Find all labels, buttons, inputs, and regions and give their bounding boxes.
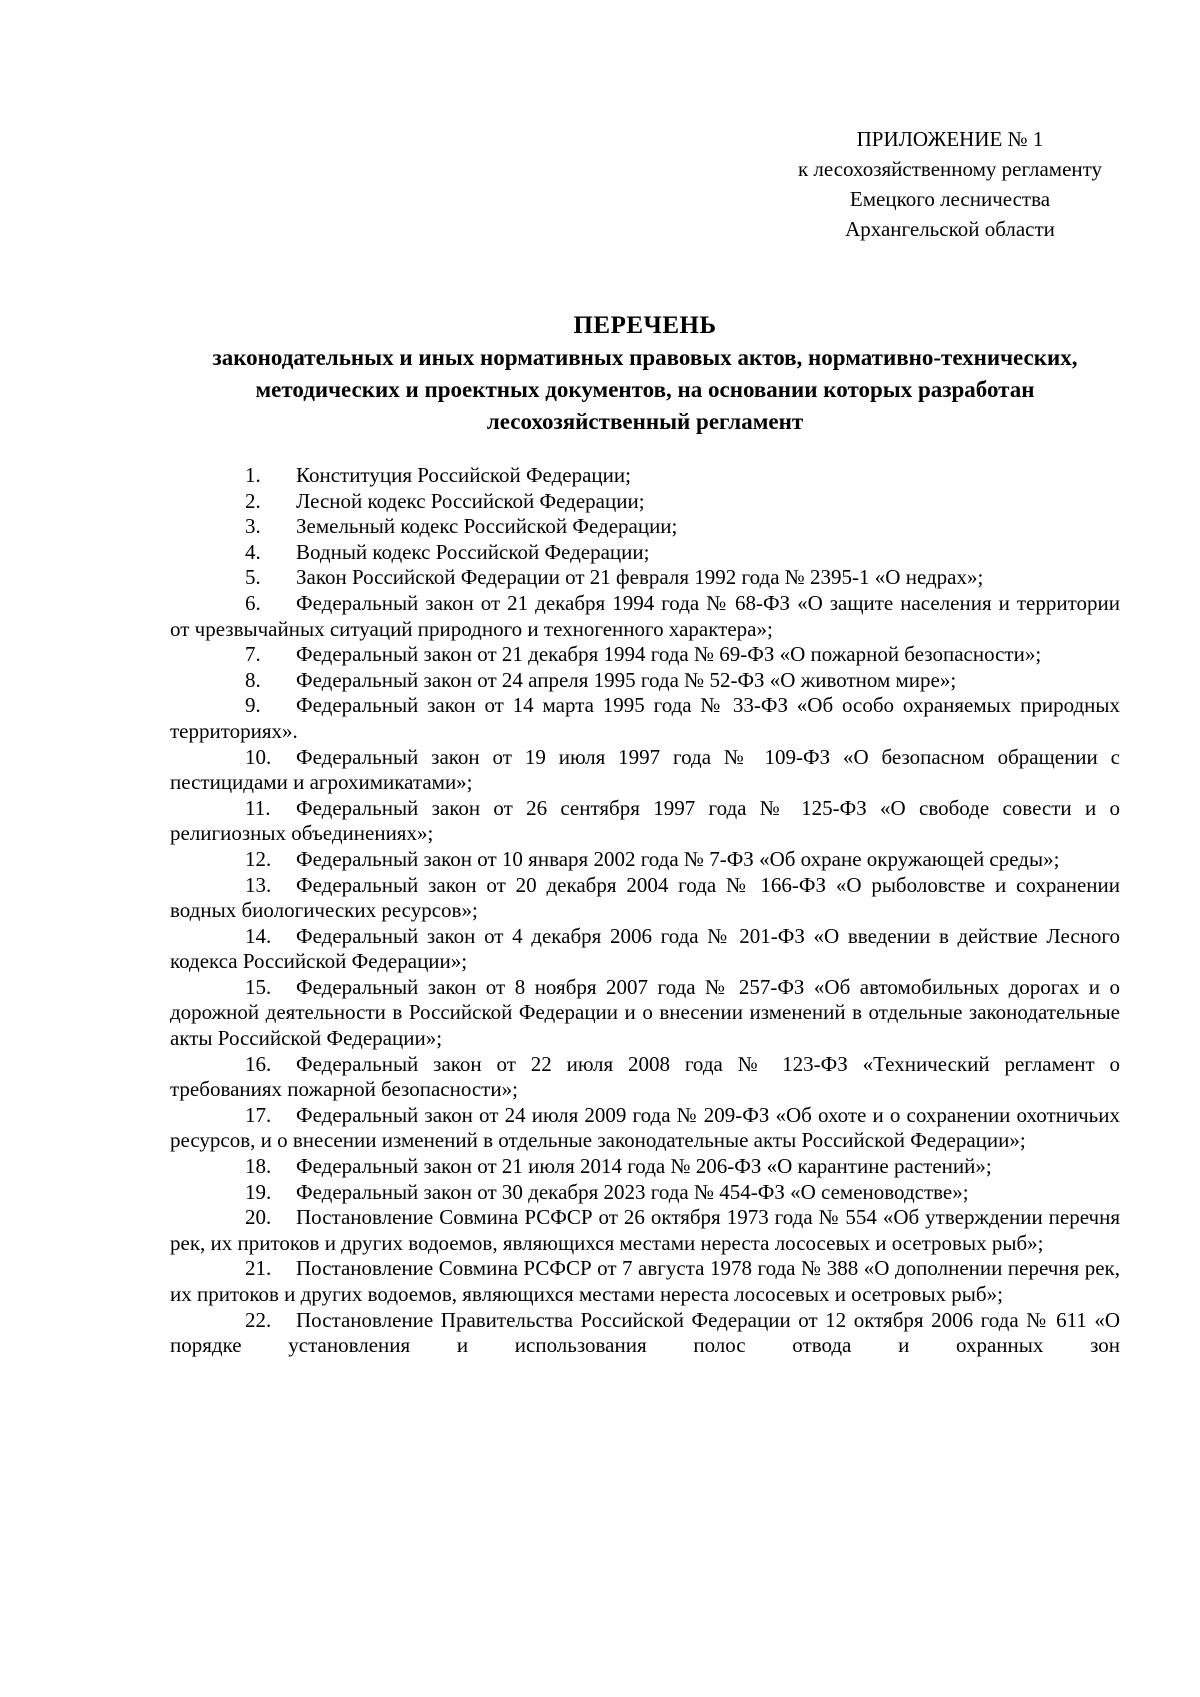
item-number: 20. xyxy=(245,1205,272,1230)
item-text: Федеральный закон от 24 июля 2009 года № 209-ФЗ «Об охоте и о сохранении охотничьих ресурсов, и о внесении изменений в отдельные законодательные акты Российской Федерации»; xyxy=(170,1102,1120,1153)
list-item xyxy=(170,975,1120,1052)
item-text: Федеральный закон от 24 апреля 1995 года № 52-ФЗ «О животном мире»; xyxy=(296,667,957,692)
list-item xyxy=(170,796,1120,847)
item-number: 2. xyxy=(245,488,261,513)
list-item xyxy=(170,1154,1120,1180)
item-text: Федеральный закон от 21 июля 2014 года № 206-ФЗ «О карантине растений»; xyxy=(296,1154,992,1179)
page-title: ПЕРЕЧЕНЬ xyxy=(573,312,717,339)
list-item xyxy=(170,847,1120,873)
item-number: 6. xyxy=(245,590,261,615)
appendix-number: ПРИЛОЖЕНИЕ № 1 xyxy=(856,127,1044,151)
item-text: Федеральный закон от 19 июля 1997 года № 109-ФЗ «О безопасном обращении с пестицидами и агрохимикатами»; xyxy=(170,744,1120,795)
item-number: 1. xyxy=(245,463,261,487)
item-number: 11. xyxy=(245,795,271,820)
list-item xyxy=(170,1205,1120,1256)
item-text: Постановление Совмина РСФСР от 7 августа 1978 года № 388 «О дополнении перечня рек, их притоков и других водоемов, являющихся местами нереста лососевых и осетровых рыб»; xyxy=(170,1256,1120,1306)
appendix-forestry: Емецкого лесничества xyxy=(849,187,1051,211)
item-number: 9. xyxy=(245,693,261,718)
item-text: Федеральный закон от 22 июля 2008 года № 123-ФЗ «Технический регламент о требованиях пожарной безопасности»; xyxy=(170,1051,1120,1102)
item-number: 19. xyxy=(245,1179,272,1204)
item-text: Федеральный закон от 14 марта 1995 года № 33-ФЗ «Об особо охраняемых природных территориях». xyxy=(170,693,1120,743)
list-item xyxy=(170,1052,1120,1103)
item-number: 21. xyxy=(245,1256,272,1281)
item-number: 22. xyxy=(245,1307,272,1332)
list-item xyxy=(170,1180,1120,1206)
item-number: 5. xyxy=(245,565,261,590)
appendix-header xyxy=(740,124,1160,244)
item-number: 3. xyxy=(245,514,261,539)
list-item xyxy=(170,489,1120,515)
document-title xyxy=(160,310,1130,438)
appendix-reference: к лесохозяйственному регламенту xyxy=(797,157,1103,181)
item-number: 12. xyxy=(245,846,272,871)
item-text: Федеральный закон от 30 декабря 2023 года № 454-ФЗ «О семеноводстве»; xyxy=(296,1179,969,1204)
list-item xyxy=(170,514,1120,540)
item-number: 16. xyxy=(245,1051,272,1076)
list-item xyxy=(170,463,1120,489)
list-item xyxy=(170,565,1120,591)
item-number: 7. xyxy=(245,642,261,667)
item-number: 18. xyxy=(245,1154,272,1179)
list-item xyxy=(170,668,1120,694)
item-text: Федеральный закон от 20 декабря 2004 года № 166-ФЗ «О рыболовстве и сохранении водных биологических ресурсов»; xyxy=(170,872,1120,923)
list-item xyxy=(170,693,1120,744)
item-text: Федеральный закон от 21 декабря 1994 года № 69-ФЗ «О пожарной безопасности»; xyxy=(296,642,1042,667)
list-item xyxy=(170,745,1120,796)
item-text: Водный кодекс Российской Федерации; xyxy=(296,539,650,564)
item-number: 15. xyxy=(245,974,272,999)
item-number: 4. xyxy=(245,539,261,564)
item-text: Федеральный закон от 21 декабря 1994 года № 68-ФЗ «О защите населения и территории от чрезвычайных ситуаций природного и техногенного характера»; xyxy=(170,590,1120,641)
list-item xyxy=(170,642,1120,668)
item-text: Земельный кодекс Российской Федерации; xyxy=(296,514,678,539)
list-item xyxy=(170,873,1120,924)
item-text: Лесной кодекс Российской Федерации; xyxy=(296,488,645,513)
item-number: 17. xyxy=(245,1102,272,1127)
acts-list xyxy=(170,463,1120,1359)
list-item xyxy=(170,924,1120,975)
list-item xyxy=(170,1308,1120,1359)
list-item xyxy=(170,540,1120,566)
item-text: Постановление Совмина РСФСР от 26 октября 1973 года № 554 «Об утверждении перечня рек, их притоков и других водоемов, являющихся местами нереста лососевых и осетровых рыб»; xyxy=(170,1205,1120,1255)
appendix-region: Архангельской области xyxy=(845,217,1055,241)
item-text: Федеральный закон от 8 ноября 2007 года № 257-ФЗ «Об автомобильных дорогах и о дорожной деятельности в Российской Федерации и о внесении изменений в отдельные законодательные акты Российской Федерации»; xyxy=(170,974,1120,1051)
item-number: 8. xyxy=(245,667,261,692)
item-number: 13. xyxy=(245,872,272,897)
item-number: 14. xyxy=(245,923,272,948)
item-text: Конституция Российской Федерации; xyxy=(296,463,631,487)
list-item xyxy=(170,1256,1120,1307)
item-text: Федеральный закон от 4 декабря 2006 года № 201-ФЗ «О введении в действие Лесного кодекса Российской Федерации»; xyxy=(170,923,1120,974)
page-subtitle: законодательных и иных нормативных правовых актов, нормативно-технических, методических и проектных документов, на основании которых разработан лесохозяйственный регламент xyxy=(212,345,1078,434)
list-item xyxy=(170,591,1120,642)
item-text: Закон Российской Федерации от 21 февраля 1992 года № 2395-1 «О недрах»; xyxy=(296,565,984,590)
item-text: Федеральный закон от 10 января 2002 года № 7-ФЗ «Об охране окружающей среды»; xyxy=(296,846,1060,871)
item-text: Федеральный закон от 26 сентября 1997 года № 125-ФЗ «О свободе совести и о религиозных объединениях»; xyxy=(170,795,1120,846)
item-number: 10. xyxy=(245,744,272,769)
item-text: Постановление Правительства Российской Федерации от 12 октября 2006 года № 611 «О порядке установления и использования полос отвода и охранных зон xyxy=(170,1307,1120,1358)
list-item xyxy=(170,1103,1120,1154)
